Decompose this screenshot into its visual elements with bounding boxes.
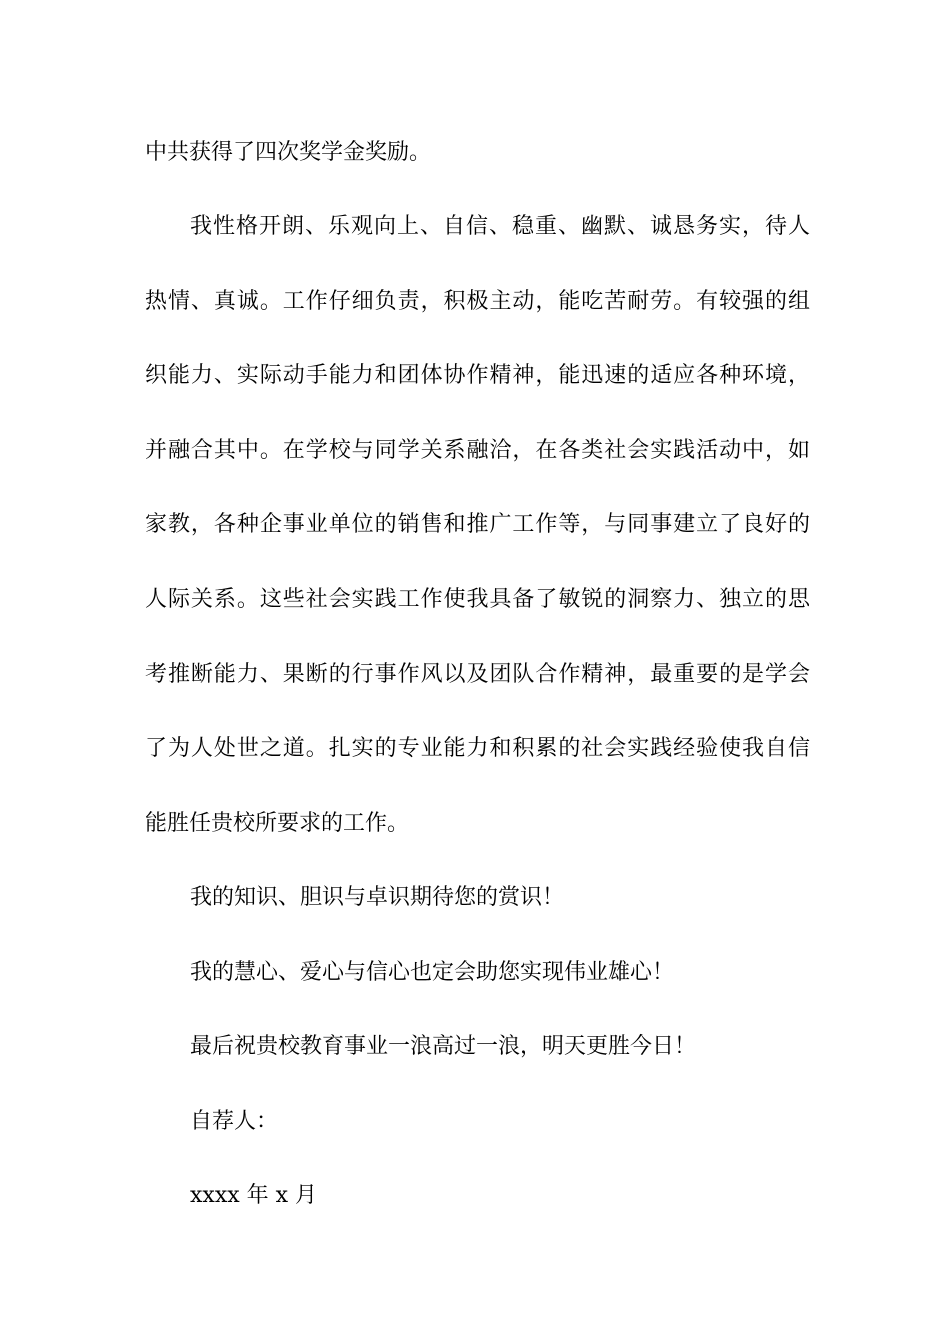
continuation-line: 中共获得了四次奖学金奖励。 <box>145 140 432 165</box>
paragraph-line-4: 并融合其中。在学校与同学关系融洽，在各类社会实践活动中，如 <box>145 438 810 463</box>
paragraph-line-5: 家教，各种企事业单位的销售和推广工作等，与同事建立了良好的 <box>145 512 810 537</box>
paragraph-line-7: 考推断能力、果断的行事作风以及团队合作精神，最重要的是学会 <box>145 662 810 687</box>
paragraph-line-8: 了为人处世之道。扎实的专业能力和积累的社会实践经验使我自信 <box>145 736 810 761</box>
paragraph-line-9: 能胜任贵校所要求的工作。 <box>145 811 410 836</box>
paragraph-line-6: 人际关系。这些社会实践工作使我具备了敏锐的洞察力、独立的思 <box>145 587 810 612</box>
paragraph-line-2: 热情、真诚。工作仔细负责，积极主动，能吃苦耐劳。有较强的组 <box>145 289 810 314</box>
date-line: xxxx 年 x 月 <box>190 1183 318 1208</box>
closing-line-3: 最后祝贵校教育事业一浪高过一浪，明天更胜今日！ <box>190 1034 697 1059</box>
closing-line-2: 我的慧心、爱心与信心也定会助您实现伟业雄心！ <box>190 960 675 985</box>
signature-label: 自荐人： <box>190 1109 279 1134</box>
paragraph-line-3: 织能力、实际动手能力和团体协作精神，能迅速的适应各种环境， <box>145 363 810 388</box>
closing-line-1: 我的知识、胆识与卓识期待您的赏识！ <box>190 885 565 910</box>
paragraph-line-1: 我性格开朗、乐观向上、自信、稳重、幽默、诚恳务实，待人 <box>190 214 810 239</box>
